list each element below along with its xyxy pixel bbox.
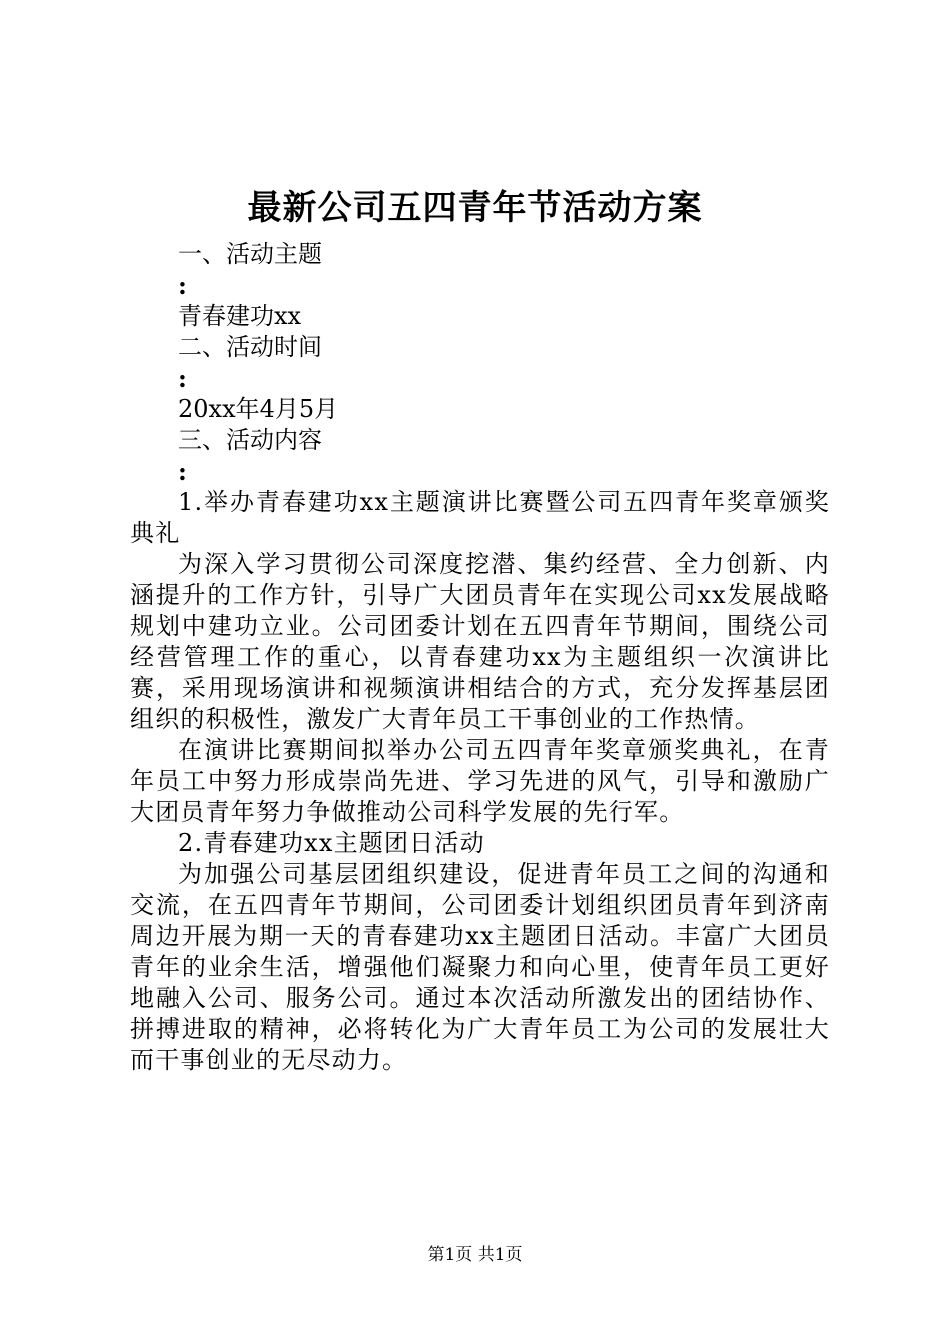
section2-colon: : — [178, 364, 187, 393]
section1-colon: : — [178, 271, 187, 300]
page-number-footer: 第1页 共1页 — [427, 1245, 523, 1265]
section2-value: 20xx年4月5月 — [178, 395, 339, 423]
section1-value: 青春建功xx — [178, 302, 302, 330]
item1-paragraph-2: 在演讲比赛期间拟举办公司五四青年奖章颁奖典礼，在青年员工中努力形成崇尚先进、学习先进的风气，引导和激励广大团员青年努力争做推动公司科学发展的先行军。 — [130, 736, 830, 826]
section2-heading: 二、活动时间 — [178, 333, 322, 361]
item1-heading: 1.举办青春建功xx主题演讲比赛暨公司五四青年奖章颁奖典礼 — [130, 488, 830, 547]
section3-heading: 三、活动内容 — [178, 426, 322, 454]
item2-paragraph-1: 为加强公司基层团组织建设，促进青年员工之间的沟通和交流，在五四青年节期间，公司团委计划组织团员青年到济南周边开展为期一天的青春建功xx主题团日活动。丰富广大团员青年的业余生活，增强他们凝聚力和向心里，使青年员工更好地融入公司、服务公司。通过本次活动所激发出的团结协作、拼搏进取的精神，必将转化为广大青年员工为公司的发展壮大而干事创业的无尽动力。 — [130, 860, 830, 1074]
section1-heading: 一、活动主题 — [178, 240, 322, 268]
item1-paragraph-1: 为深入学习贯彻公司深度挖潜、集约经营、全力创新、内涵提升的工作方针，引导广大团员青年在实现公司xx发展战略规划中建功立业。公司团委计划在五四青年节期间，围绕公司经营管理工作的重心，以青春建功xx为主题组织一次演讲比赛，采用现场演讲和视频演讲相结合的方式，充分发挥基层团组织的积极性，激发广大青年员工干事创业的工作热情。 — [130, 550, 830, 733]
item2-heading: 2.青春建功xx主题团日活动 — [178, 829, 485, 857]
document-body — [130, 208, 830, 1076]
document-title: 最新公司五四青年节活动方案 — [247, 188, 703, 228]
section3-colon: : — [178, 457, 187, 486]
